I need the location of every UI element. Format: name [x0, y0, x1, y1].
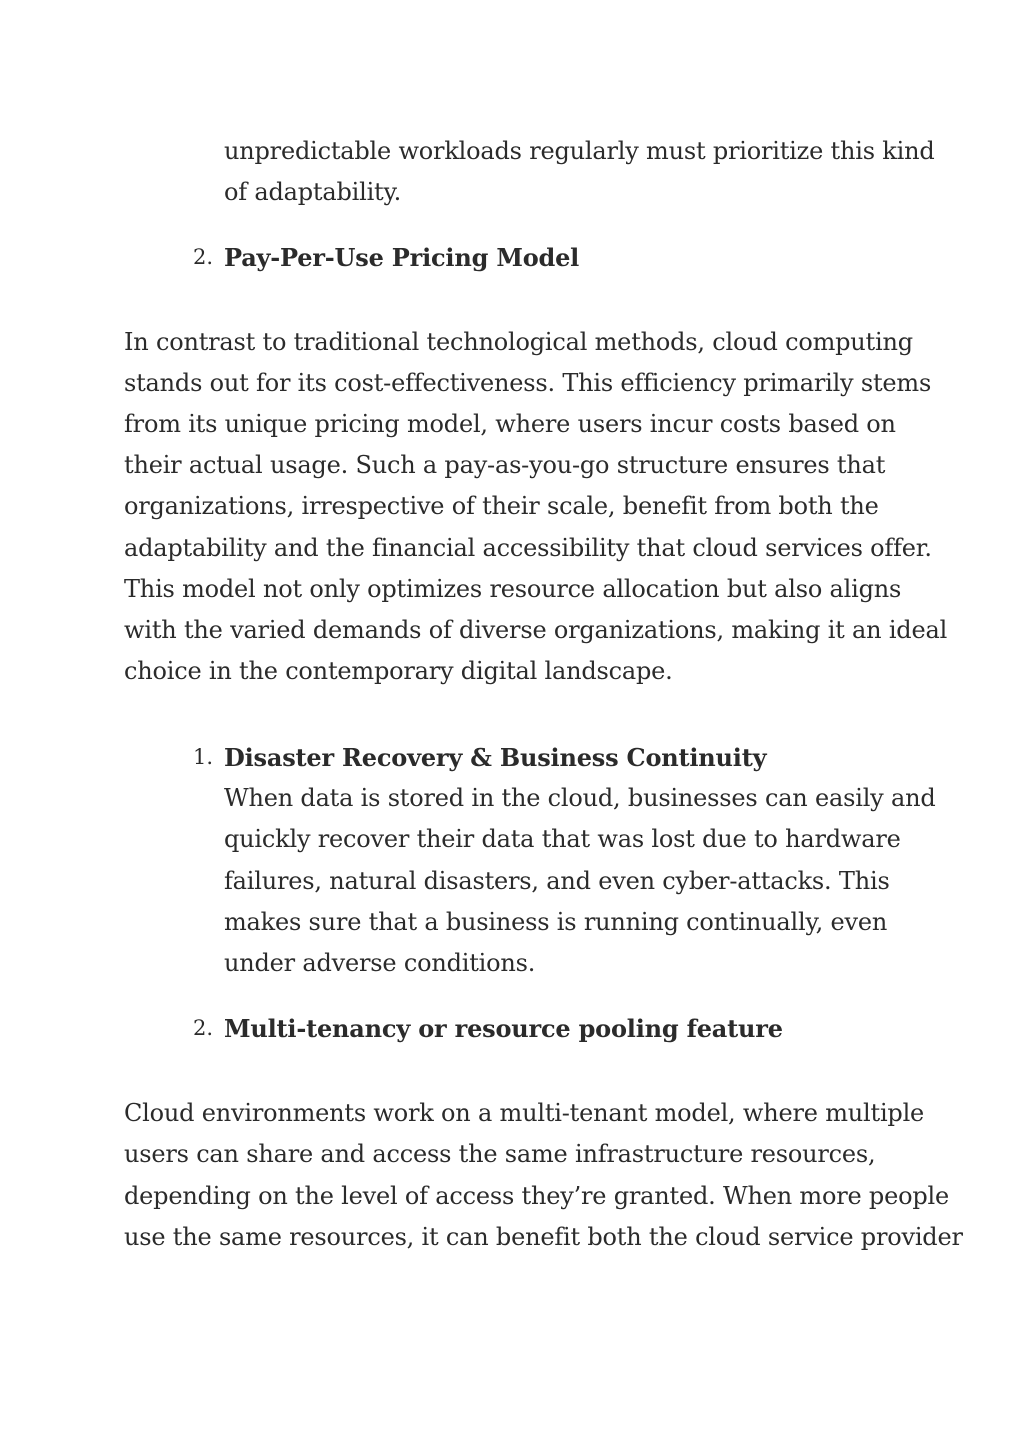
list-number-pay-per-use: 2. — [193, 245, 214, 269]
list-number-disaster-recovery: 1. — [193, 745, 214, 769]
continuation-line-1: unpredictable workloads regularly must prioritize this kind — [224, 137, 935, 165]
multi-tenancy-line-2: users can share and access the same infrastructure resources, — [124, 1140, 876, 1168]
continuation-line-2: of adaptability. — [224, 178, 402, 206]
list-title-pay-per-use: Pay-Per-Use Pricing Model — [224, 243, 580, 272]
disaster-recovery-line-5: under adverse conditions. — [224, 949, 536, 977]
multi-tenancy-line-4: use the same resources, it can benefit both the cloud service provider — [124, 1223, 963, 1251]
disaster-recovery-line-4: makes sure that a business is running continually, even — [224, 908, 888, 936]
pay-per-use-line-9: choice in the contemporary digital landscape. — [124, 657, 673, 685]
disaster-recovery-line-2: quickly recover their data that was lost due to hardware — [224, 825, 901, 853]
disaster-recovery-line-3: failures, natural disasters, and even cyber-attacks. This — [224, 867, 890, 895]
multi-tenancy-line-3: depending on the level of access they’re granted. When more people — [124, 1182, 949, 1210]
pay-per-use-line-7: This model not only optimizes resource allocation but also aligns — [124, 575, 902, 603]
pay-per-use-line-5: organizations, irrespective of their scale, benefit from both the — [124, 492, 879, 520]
pay-per-use-line-3: from its unique pricing model, where users incur costs based on — [124, 410, 896, 438]
pay-per-use-line-6: adaptability and the financial accessibility that cloud services offer. — [124, 534, 932, 562]
list-title-multi-tenancy: Multi-tenancy or resource pooling feature — [224, 1014, 783, 1043]
list-title-disaster-recovery: Disaster Recovery & Business Continuity — [224, 743, 767, 772]
disaster-recovery-line-1: When data is stored in the cloud, businesses can easily and — [224, 784, 936, 812]
pay-per-use-line-4: their actual usage. Such a pay-as-you-go structure ensures that — [124, 451, 886, 479]
pay-per-use-line-8: with the varied demands of diverse organizations, making it an ideal — [124, 616, 948, 644]
multi-tenancy-line-1: Cloud environments work on a multi-tenant model, where multiple — [124, 1099, 925, 1127]
pay-per-use-line-1: In contrast to traditional technological methods, cloud computing — [124, 328, 913, 356]
list-number-multi-tenancy: 2. — [193, 1016, 214, 1040]
pay-per-use-line-2: stands out for its cost-effectiveness. This efficiency primarily stems — [124, 369, 932, 397]
